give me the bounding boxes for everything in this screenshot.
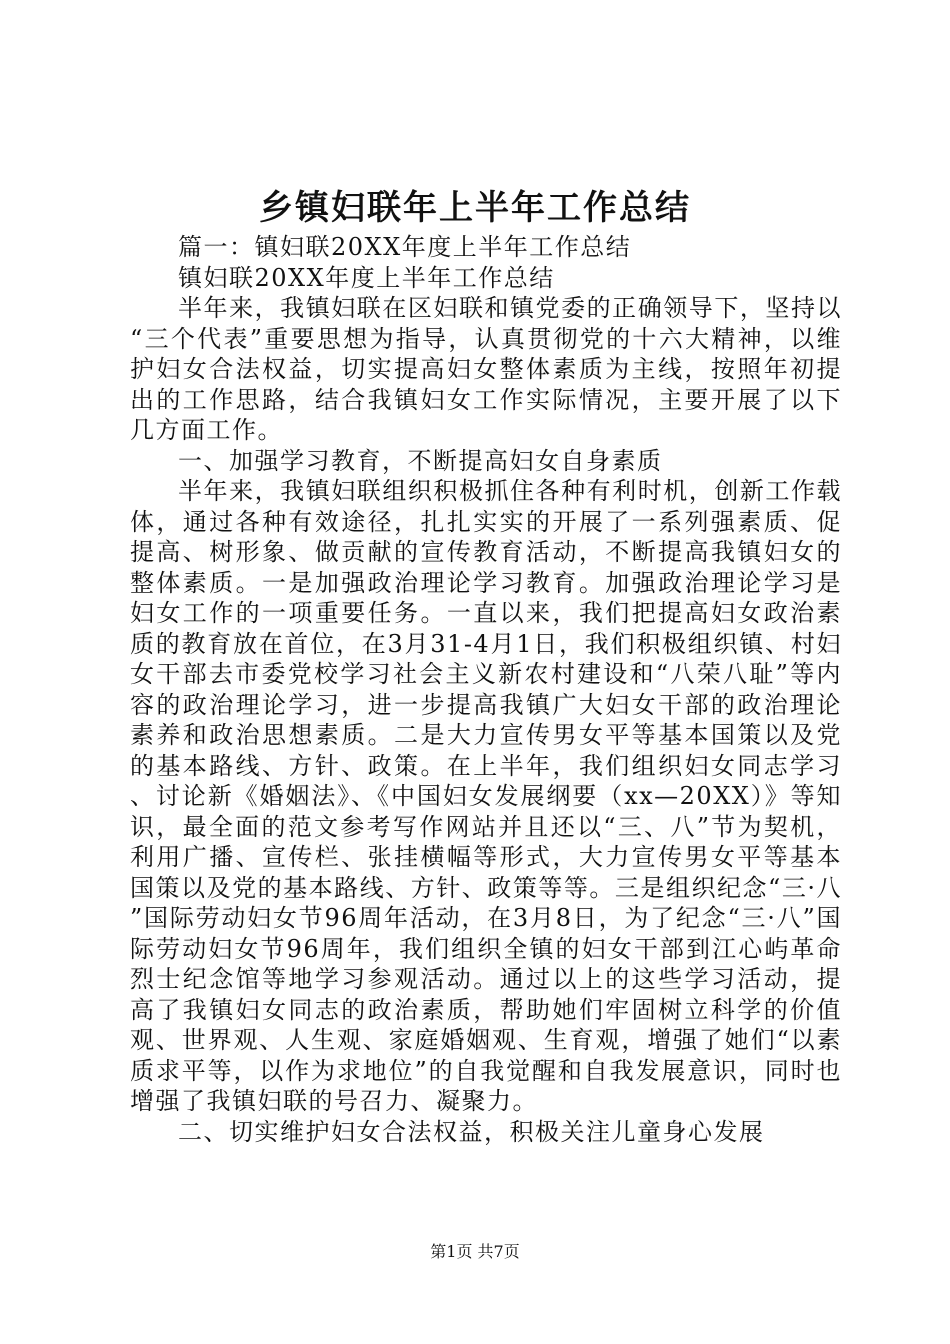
document-body bbox=[130, 232, 842, 1147]
page-footer: 第1页 共7页 bbox=[430, 1242, 520, 1261]
subtitle-paragraph: 篇一：镇妇联20XX年度上半年工作总结 bbox=[178, 233, 632, 261]
section-body-1: 半年来，我镇妇联组织积极抓住各种有利时机，创新工作载体，通过各种有效途径，扎扎实实的开展了一系列强素质、促提高、树形象、做贡献的宣传教育活动，不断提高我镇妇女的整体素质。一是加强政治理论学习教育。加强政治理论学习是妇女工作的一项重要任务。一直以来，我们把提高妇女政治素质的教育放在首位，在3月31-4月1日，我们积极组织镇、村妇女干部去市委党校学习社会主义新农村建设和“八荣八耻”等内容的政治理论学习，进一步提高我镇广大妇女干部的政治理论素养和政治思想素质。二是大力宣传男女平等基本国策以及党的基本路线、方针、政策。在上半年，我们组织妇女同志学习、讨论新《婚姻法》、《中国妇女发展纲要（xx—20XX）》等知识，最全面的范文参考写作网站并且还以“三、八”节为契机，利用广播、宣传栏、张挂横幅等形式，大力宣传男女平等基本国策以及党的基本路线、方针、政策等等。三是组织纪念“三·八”国际劳动妇女节96周年活动，在3月8日，为了纪念“三·八”国际劳动妇女节96周年，我们组织全镇的妇女干部到江心屿革命烈士纪念馆等地学习参观活动。通过以上的这些学习活动，提高了我镇妇女同志的政治素质，帮助她们牢固树立科学的价值观、世界观、人生观、家庭婚姻观、生育观，增强了她们“以素质求平等，以作为求地位”的自我觉醒和自我发展意识，同时也增强了我镇妇联的号召力、凝聚力。 bbox=[130, 477, 842, 1115]
document-title: 乡镇妇联年上半年工作总结 bbox=[259, 188, 691, 228]
section-heading-2: 二、切实维护妇女合法权益，积极关注儿童身心发展 bbox=[178, 1117, 765, 1146]
intro-paragraph: 半年来，我镇妇联在区妇联和镇党委的正确领导下，坚持以“三个代表”重要思想为指导，认真贯彻党的十六大精神，以维护妇女合法权益，切实提高妇女整体素质为主线，按照年初提出的工作思路，结合我镇妇女工作实际情况，主要开展了以下几方面工作。 bbox=[130, 294, 842, 444]
section-heading-1: 一、加强学习教育，不断提高妇女自身素质 bbox=[178, 446, 663, 475]
heading-paragraph: 镇妇联20XX年度上半年工作总结 bbox=[178, 263, 555, 292]
